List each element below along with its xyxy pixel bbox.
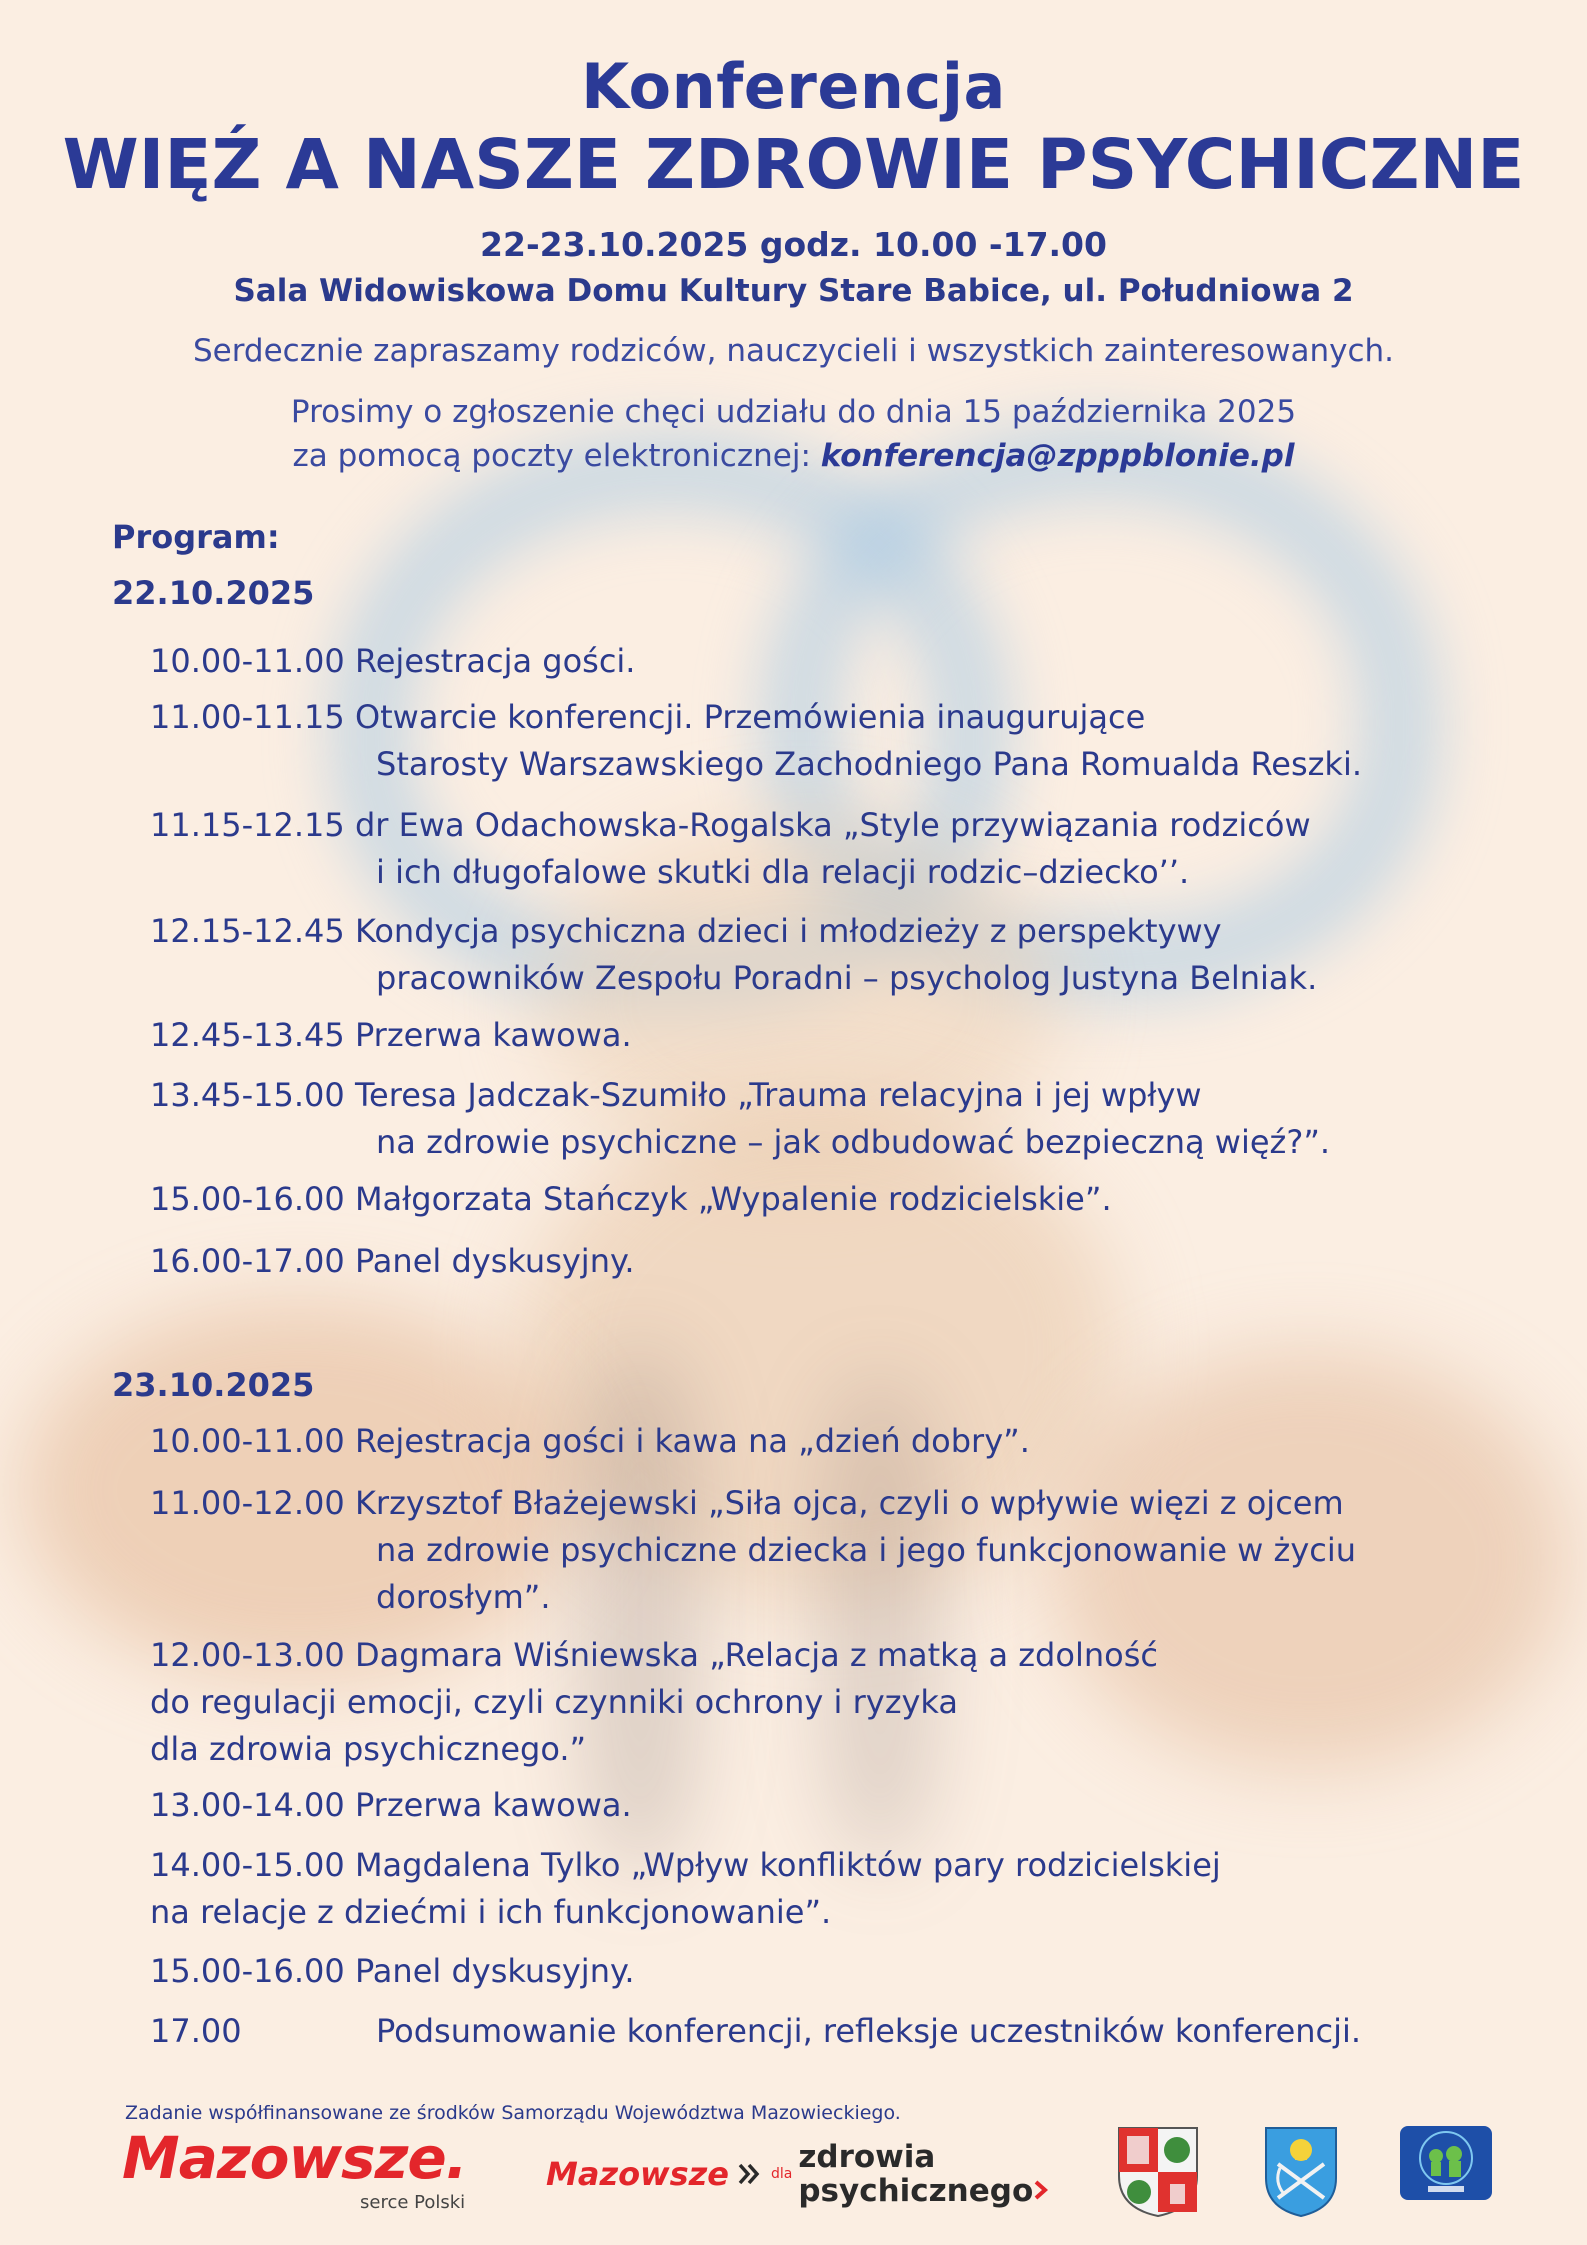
registration-contact xyxy=(0,438,1587,474)
schedule-item-text: 12.00-13.00 Dagmara Wiśniewska „Relacja z matką a zdolność xyxy=(150,1636,1158,1674)
county-crest-icon xyxy=(1115,2124,1201,2218)
schedule-item xyxy=(150,1176,1112,1223)
schedule-item xyxy=(150,1782,632,1829)
registration-contact-prefix: za pomocą poczty elektronicznej: xyxy=(292,438,821,474)
schedule-item-text: i ich długofalowe skutki dla relacji rodzic–dziecko’’. xyxy=(376,853,1190,891)
schedule-item xyxy=(150,802,1311,896)
schedule-item xyxy=(150,1480,1356,1621)
logo2-dla: dla xyxy=(770,2166,793,2182)
schedule-item-text: 10.00-11.00 Rejestracja gości i kawa na „dzień dobry”. xyxy=(150,1422,1030,1460)
schedule-item xyxy=(150,908,1317,1002)
schedule-item xyxy=(150,1948,635,1995)
schedule-item-text: 15.00-16.00 Małgorzata Stańczyk „Wypalenie rodzicielskie”. xyxy=(150,1180,1112,1218)
schedule-item-text: 16.00-17.00 Panel dyskusyjny. xyxy=(150,1242,635,1280)
mazowsze-serce-polski-logo xyxy=(122,2124,467,2213)
schedule-item-text: 15.00-16.00 Panel dyskusyjny. xyxy=(150,1952,635,1990)
schedule-item-text: Starosty Warszawskiego Zachodniego Pana Romualda Reszki. xyxy=(376,745,1362,783)
email-link[interactable]: konferencja@zpppblonie.pl xyxy=(820,438,1295,474)
schedule-item-text: na zdrowie psychiczne dziecka i jego funkcjonowanie w życiu xyxy=(376,1531,1357,1569)
logo2-text-block xyxy=(798,2140,1049,2208)
schedule-item xyxy=(150,1238,635,1285)
schedule-item-text: do regulacji emocji, czyli czynniki ochrony i ryzyka xyxy=(150,1683,958,1721)
schedule-item xyxy=(150,1072,1330,1166)
schedule-item-text: 11.00-12.00 Krzysztof Błażejewski „Siła ojca, czyli o wpływie więzi z ojcem xyxy=(150,1484,1344,1522)
conference-title: WIĘŹ A NASZE ZDROWIE PSYCHICZNE xyxy=(62,125,1525,205)
schedule-item xyxy=(150,638,635,685)
schedule-item xyxy=(150,1418,1030,1465)
day1-date: 22.10.2025 xyxy=(112,574,315,612)
registration-deadline: Prosimy o zgłoszenie chęci udziału do dnia 15 października 2025 xyxy=(290,394,1297,430)
invitation-text: Serdecznie zapraszamy rodziców, nauczycieli i wszystkich zainteresowanych. xyxy=(192,333,1395,369)
schedule-item-text: 14.00-15.00 Magdalena Tylko „Wpływ konfliktów pary rodzicielskiej xyxy=(150,1846,1221,1884)
schedule-item-text: pracowników Zespołu Poradni – psycholog Justyna Belniak. xyxy=(376,959,1318,997)
mazowsze-logo-word: Mazowsze. xyxy=(122,2124,467,2192)
schedule-item-time: 17.00 xyxy=(150,2012,242,2050)
schedule-item-text: 13.45-15.00 Teresa Jadczak-Szumiło „Trauma relacyjna i jej wpływ xyxy=(150,1076,1202,1114)
schedule-item-text: 11.00-11.15 Otwarcie konferencji. Przemówienia inaugurujące xyxy=(150,698,1146,736)
zespol-poradni-logo xyxy=(1398,2124,1494,2202)
funding-note: Zadanie współfinansowane ze środków Samorządu Województwa Mazowieckiego. xyxy=(125,2102,901,2124)
day2-date: 23.10.2025 xyxy=(112,1366,315,1404)
schedule-item-text: 12.15-12.45 Kondycja psychiczna dzieci i młodzieży z perspektywy xyxy=(150,912,1222,950)
schedule-item-text: 10.00-11.00 Rejestracja gości. xyxy=(150,642,636,680)
schedule-item xyxy=(150,1632,1158,1773)
schedule-item-text: dla zdrowia psychicznego.” xyxy=(150,1730,587,1768)
schedule-item-text: Podsumowanie konferencji, refleksje uczestników konferencji. xyxy=(376,2012,1362,2050)
chevron-right-icon xyxy=(1033,2179,1049,2201)
schedule-item-text: 13.00-14.00 Przerwa kawowa. xyxy=(150,1786,632,1824)
schedule-item-text: 12.45-13.45 Przerwa kawowa. xyxy=(150,1016,632,1054)
conference-label: Konferencja xyxy=(581,50,1006,123)
schedule-item-text: dorosłym”. xyxy=(376,1578,551,1616)
gmina-crest-icon xyxy=(1262,2124,1340,2218)
schedule-item-text: 11.15-12.15 dr Ewa Odachowska-Rogalska „Style przywiązania rodziców xyxy=(150,806,1311,844)
date-line: 22-23.10.2025 godz. 10.00 -17.00 xyxy=(480,225,1107,264)
schedule-item xyxy=(150,1842,1221,1936)
mazowsze-logo-tagline: serce Polski xyxy=(360,2192,466,2213)
venue-line: Sala Widowiskowa Domu Kultury Stare Babice, ul. Południowa 2 xyxy=(233,273,1354,309)
mazowsze-dla-zdrowia-logo xyxy=(546,2140,1049,2208)
schedule-item-text: na relacje z dziećmi i ich funkcjonowanie”. xyxy=(150,1893,832,1931)
schedule-item xyxy=(150,694,1362,788)
logo2-line1: zdrowia xyxy=(798,2139,936,2175)
program-label: Program: xyxy=(112,518,280,556)
logo2-line2: psychicznego xyxy=(798,2173,1034,2209)
logo2-word: Mazowsze xyxy=(546,2155,729,2193)
schedule-item xyxy=(150,1012,632,1059)
double-chevron-icon xyxy=(737,2161,763,2187)
schedule-item xyxy=(150,2008,1361,2055)
schedule-item-text: na zdrowie psychiczne – jak odbudować bezpieczną więź?”. xyxy=(376,1123,1331,1161)
